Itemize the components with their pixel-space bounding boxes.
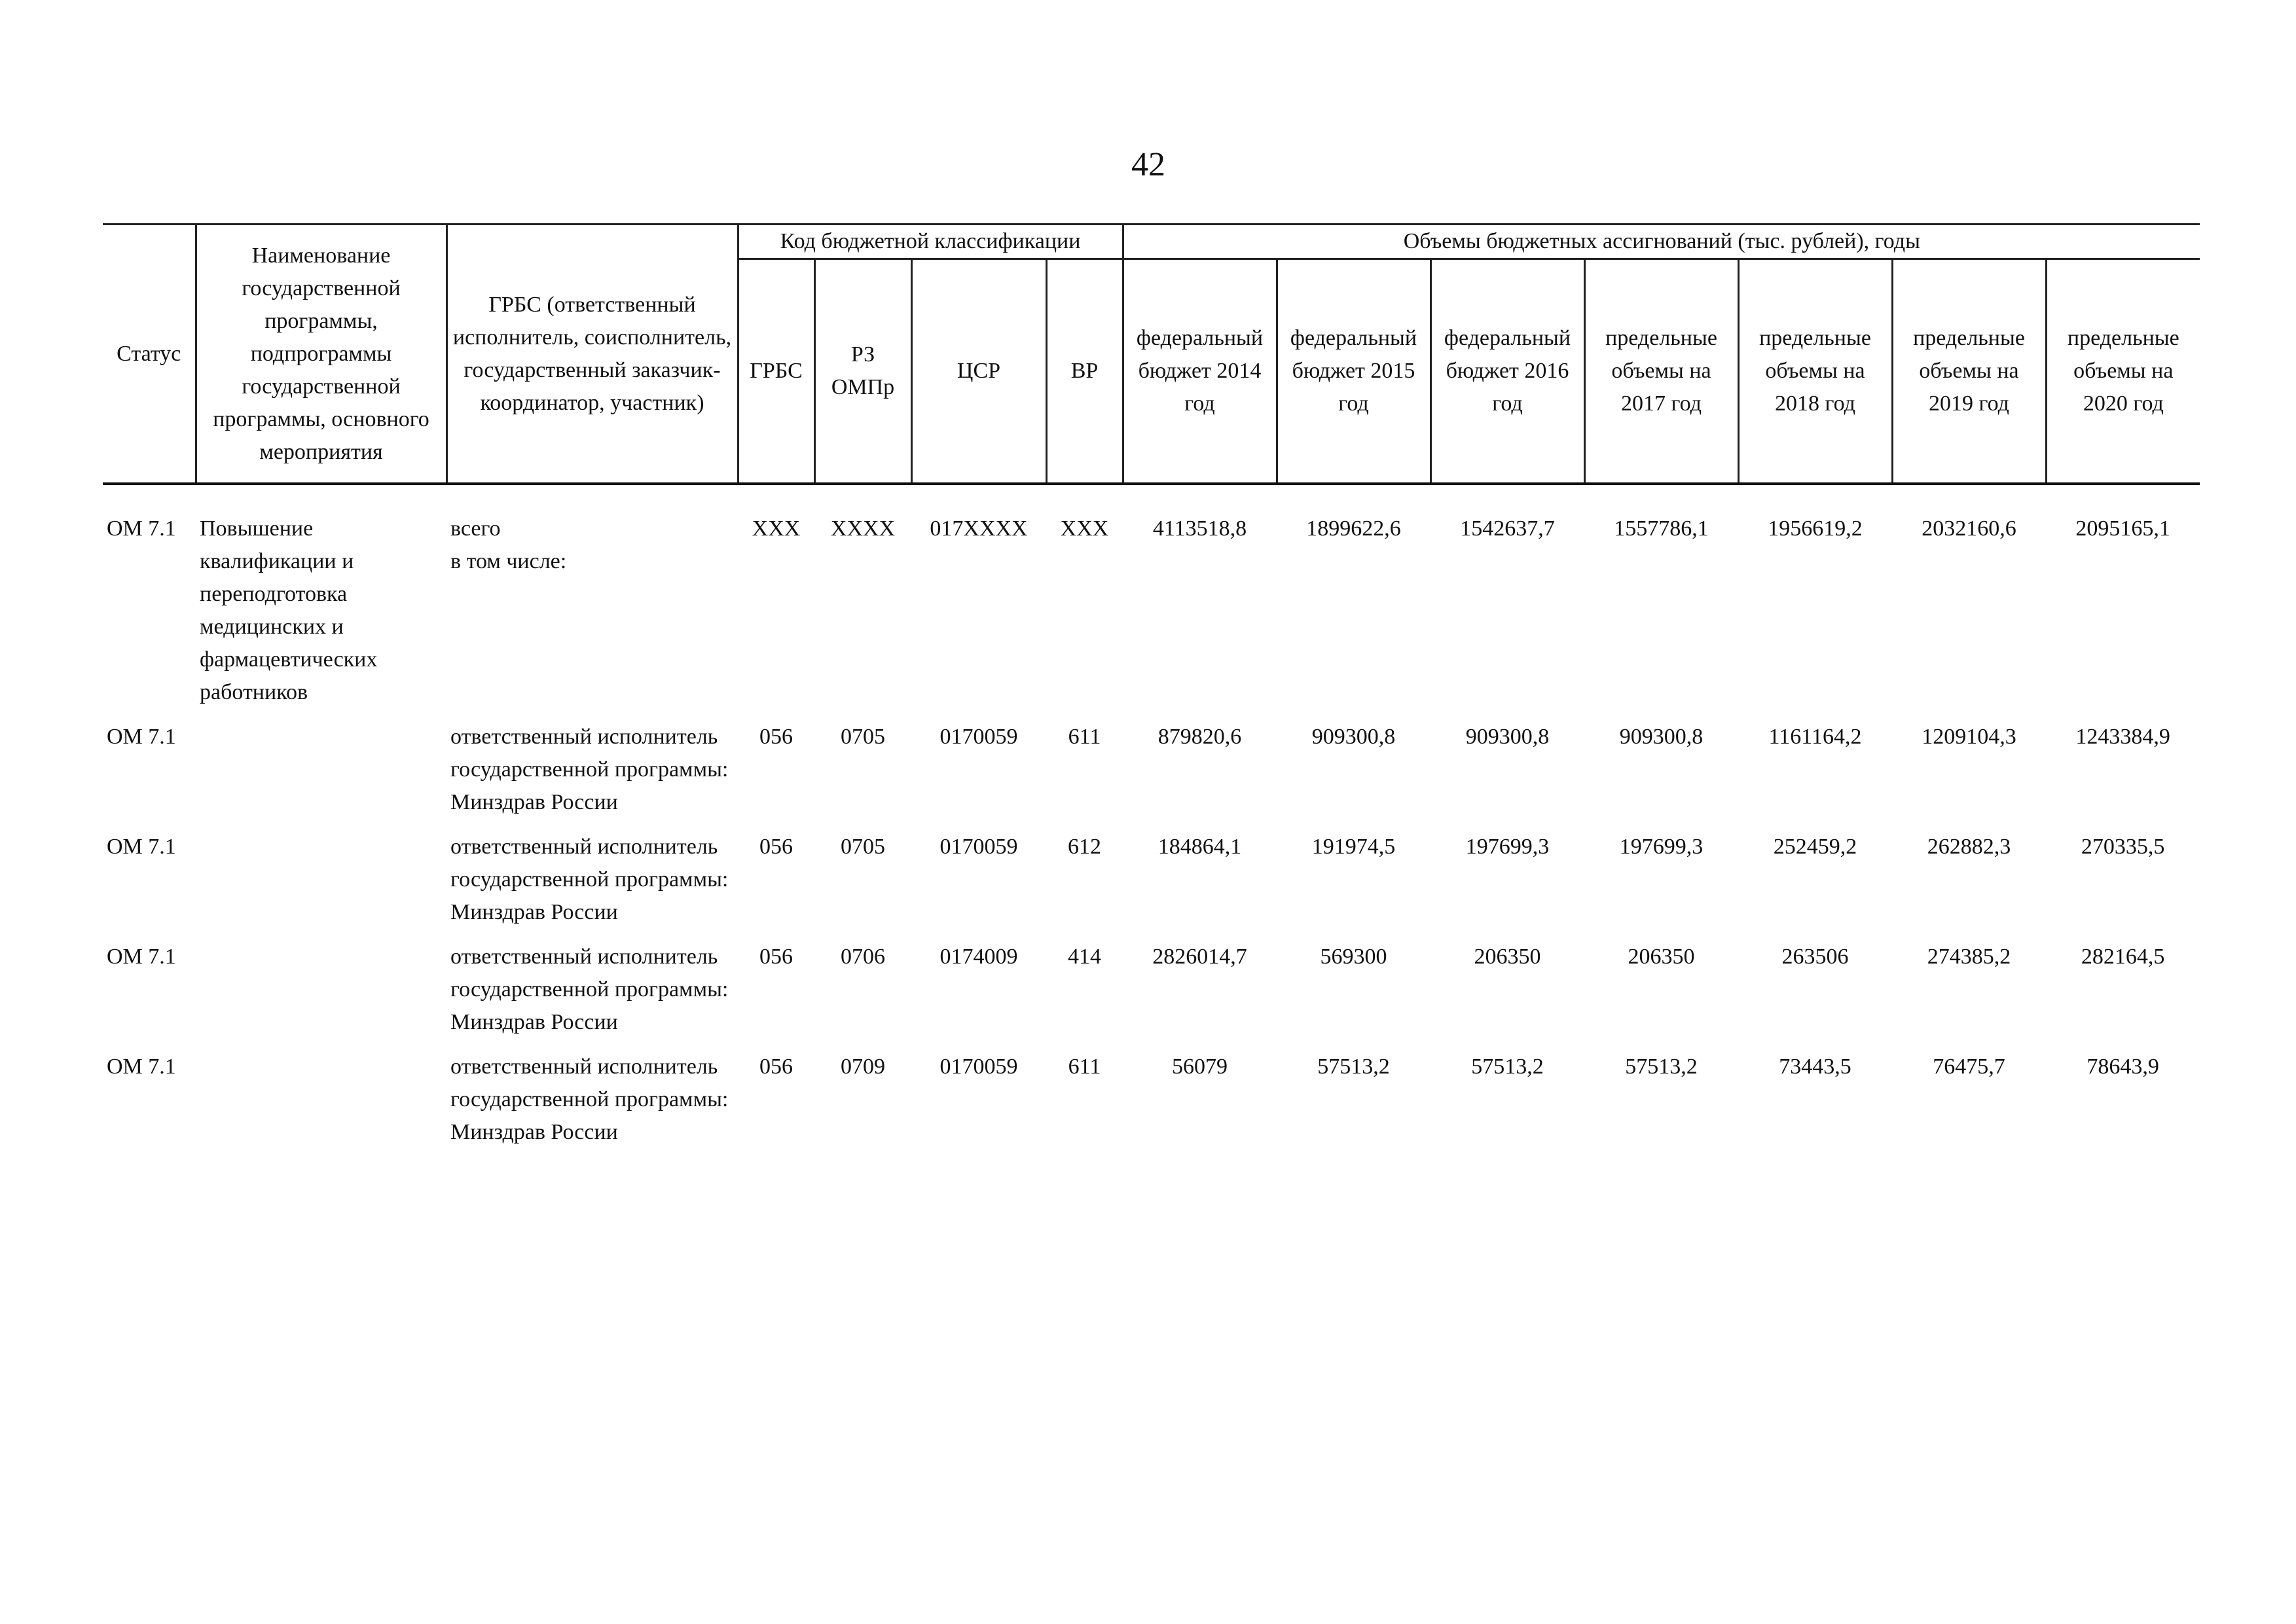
row-status: ОМ 7.1 [107, 725, 176, 749]
header-code-grbs: ГРБС [738, 259, 814, 484]
value-2014: 184864,1 [1157, 835, 1242, 859]
value-2015: 191974,5 [1311, 835, 1396, 859]
value-2020: 282164,5 [2081, 945, 2165, 969]
value-2014: 56079 [1172, 1055, 1228, 1079]
value-2016: 1542637,7 [1460, 516, 1555, 541]
value-2020: 2095165,1 [2075, 516, 2170, 541]
table-row [103, 513, 2200, 721]
row-grbs-role: ответственный исполнитель государственной программы: Минздрав России [450, 945, 729, 1034]
header-code-csr: ЦСР [911, 259, 1046, 484]
code-rz: 0705 [841, 725, 885, 749]
value-2020: 78643,9 [2086, 1055, 2159, 1079]
table-row [103, 1051, 2200, 1161]
row-name [196, 1051, 446, 1161]
header-spacer [103, 484, 2200, 513]
value-2020: 1243384,9 [2075, 725, 2170, 749]
header-status: Статус [103, 225, 196, 484]
value-2015: 57513,2 [1317, 1055, 1390, 1079]
value-2016: 909300,8 [1465, 725, 1550, 749]
header-year-2020: предельные объемы на 2020 год [2046, 259, 2200, 484]
header-year-2016: федеральный бюджет 2016 год [1430, 259, 1584, 484]
header-grbs-role: ГРБС (ответственный исполнитель, соисполнитель, государственный заказчик-координатор, участник) [446, 225, 738, 484]
code-csr: 017XXXX [930, 516, 1028, 541]
value-2017: 197699,3 [1619, 835, 1704, 859]
code-vr: 414 [1068, 945, 1101, 969]
code-rz: 0706 [841, 945, 885, 969]
value-2016: 57513,2 [1471, 1055, 1544, 1079]
code-grbs: 056 [759, 725, 793, 749]
value-2018: 263506 [1781, 945, 1849, 969]
table-row [103, 941, 2200, 1051]
code-grbs: 056 [759, 835, 793, 859]
value-2017: 206350 [1628, 945, 1695, 969]
value-2018: 1956619,2 [1768, 516, 1863, 541]
code-vr: 612 [1068, 835, 1101, 859]
row-grbs-role: ответственный исполнитель государственной программы: Минздрав России [450, 1055, 729, 1144]
page-number: 42 [1131, 146, 1165, 183]
code-vr: XXX [1060, 516, 1109, 541]
value-2015: 1899622,6 [1306, 516, 1401, 541]
value-2019: 274385,2 [1927, 945, 2011, 969]
row-status: ОМ 7.1 [107, 835, 176, 859]
header-year-2017: предельные объемы на 2017 год [1584, 259, 1738, 484]
row-status: ОМ 7.1 [107, 1055, 176, 1079]
code-vr: 611 [1068, 725, 1101, 749]
value-2019: 76475,7 [1933, 1055, 2005, 1079]
row-name [196, 721, 446, 831]
code-grbs: 056 [759, 945, 793, 969]
row-status: ОМ 7.1 [107, 945, 176, 969]
value-2014: 879820,6 [1157, 725, 1242, 749]
row-name [196, 831, 446, 941]
code-grbs: 056 [759, 1055, 793, 1079]
header-volumes-group: Объемы бюджетных ассигнований (тыс. рублей), годы [1123, 225, 2200, 259]
value-2018: 1161164,2 [1768, 725, 1862, 749]
row-name [196, 941, 446, 1051]
value-2017: 909300,8 [1619, 725, 1704, 749]
value-2015: 909300,8 [1311, 725, 1396, 749]
table-header [103, 225, 2200, 484]
table-row [103, 831, 2200, 941]
header-code-rz: РЗ ОМПр [814, 259, 911, 484]
value-2016: 197699,3 [1465, 835, 1550, 859]
header-name: Наименование государственной программы, подпрограммы государственной программы, основного мероприятия [196, 225, 446, 484]
value-2015: 569300 [1320, 945, 1387, 969]
value-2018: 73443,5 [1779, 1055, 1851, 1079]
table-body [103, 484, 2200, 1161]
table-row [103, 721, 2200, 831]
code-grbs: XXX [752, 516, 801, 541]
value-2014: 4113518,8 [1152, 516, 1247, 541]
budget-table [103, 223, 2200, 1161]
value-2017: 1557786,1 [1614, 516, 1709, 541]
row-grbs-role: всего в том числе: [450, 516, 567, 573]
code-rz: 0705 [841, 835, 885, 859]
header-year-2014: федеральный бюджет 2014 год [1123, 259, 1277, 484]
value-2019: 2032160,6 [1922, 516, 2016, 541]
code-csr: 0174009 [939, 945, 1018, 969]
header-year-2018: предельные объемы на 2018 год [1738, 259, 1892, 484]
row-grbs-role: ответственный исполнитель государственной программы: Минздрав России [450, 835, 729, 924]
value-2017: 57513,2 [1625, 1055, 1698, 1079]
row-grbs-role: ответственный исполнитель государственной программы: Минздрав России [450, 725, 729, 814]
header-code-vr: ВР [1046, 259, 1123, 484]
value-2020: 270335,5 [2081, 835, 2165, 859]
code-csr: 0170059 [939, 835, 1018, 859]
header-code-group: Код бюджетной классификации [738, 225, 1123, 259]
row-status: ОМ 7.1 [107, 516, 176, 541]
value-2014: 2826014,7 [1152, 945, 1247, 969]
code-csr: 0170059 [939, 1055, 1018, 1079]
code-csr: 0170059 [939, 725, 1018, 749]
code-rz: XXXX [830, 516, 896, 541]
value-2019: 262882,3 [1927, 835, 2011, 859]
value-2018: 252459,2 [1773, 835, 1857, 859]
header-year-2019: предельные объемы на 2019 год [1892, 259, 2046, 484]
header-year-2015: федеральный бюджет 2015 год [1277, 259, 1430, 484]
value-2016: 206350 [1474, 945, 1541, 969]
value-2019: 1209104,3 [1922, 725, 2016, 749]
code-rz: 0709 [841, 1055, 885, 1079]
row-name: Повышение квалификации и переподготовка медицинских и фармацевтических работников [200, 516, 378, 704]
code-vr: 611 [1068, 1055, 1101, 1079]
